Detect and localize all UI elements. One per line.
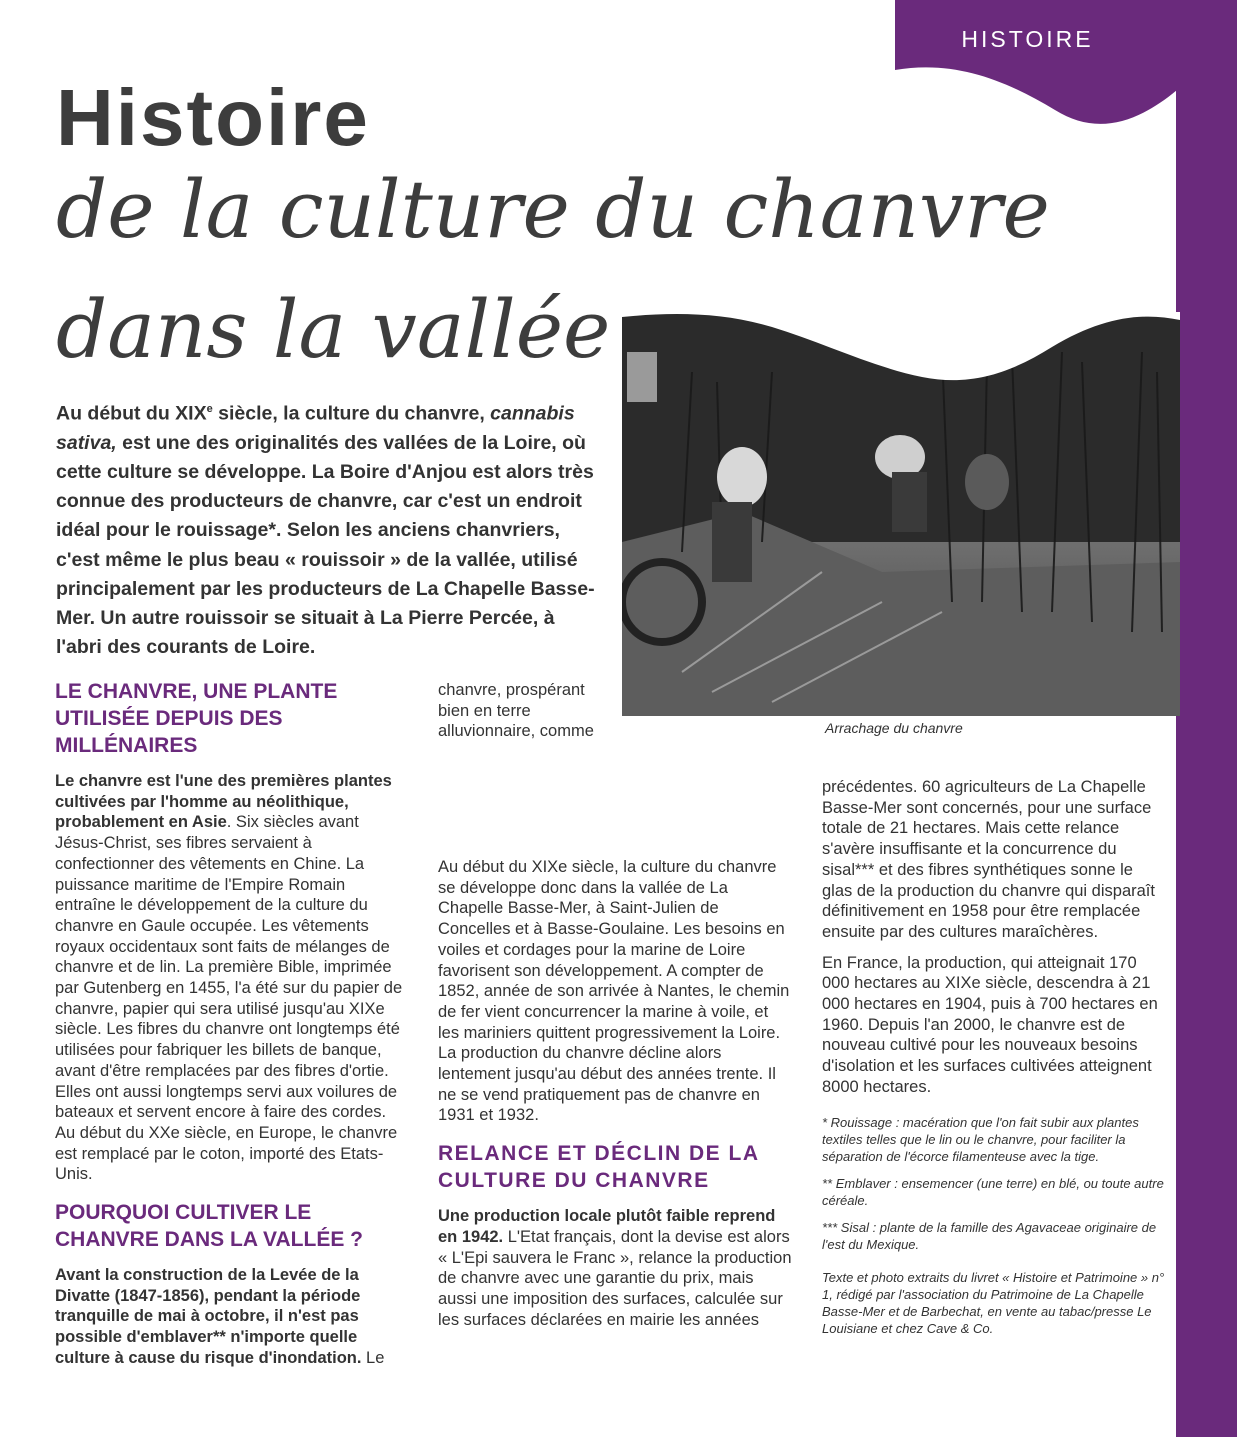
heading-relance-declin: RELANCE ET DÉCLIN DE LA CULTURE DU CHANVRE bbox=[438, 1142, 759, 1193]
col3-paragraph-2: En France, la production, qui atteignait 170 000 hectares au XIXe siècle, descendra à 21 000 hectares en 1904, puis à 700 hectares en 1960. Depuis l'an 2000, le chanvre est de nouveau cultivé pour les nouveaux besoins d'isolation et les surfaces cultivées atteignent 8000 hectares. bbox=[822, 953, 1158, 1096]
footnote-rouissage: * Rouissage : macération que l'on fait subir aux plantes textiles telles que le lin ou le chanvre, pour faciliter la séparation de l'écorce filamenteuse avec la tige. bbox=[822, 1114, 1139, 1164]
footnote-sisal: *** Sisal : plante de la famille des Agavaceae originaire de l'est du Mexique. bbox=[822, 1219, 1157, 1252]
col1-p1-bold: Le chanvre est l'une des premières plantes cultivées par l'homme au néolithique, probablement en Asie bbox=[55, 772, 392, 832]
col2-paragraph-3 bbox=[438, 1206, 792, 1330]
col3-paragraph-1: précédentes. 60 agriculteurs de La Chapelle Basse-Mer sont concernés, pour une surface totale de 21 hectares. Mais cette relance s'avère insuffisante et la concurrence du sisal*** et des fibres synthétiques sonne le glas de la production du chanvre qui disparaît définitivement en 1958 pour être remplacée ensuite par des cultures maraîchères. bbox=[822, 778, 1155, 941]
intro-text-2: siècle, la culture du chanvre, bbox=[212, 402, 491, 425]
column-2 bbox=[438, 680, 792, 1340]
intro-paragraph bbox=[56, 395, 601, 662]
footnote-emblaver: ** Emblaver : ensemencer (une terre) en blé, ou toute autre céréale. bbox=[822, 1175, 1164, 1208]
section-tab-label: HISTOIRE bbox=[961, 26, 1094, 52]
photo-caption: Arrachage du chanvre bbox=[825, 720, 963, 736]
col2-paragraph-2: Au début du XIXe siècle, la culture du chanvre se développe donc dans la vallée de La Chapelle Basse-Mer, à Saint-Julien de Concelles et à Basse-Goulaine. Les besoins en voiles et cordages pour la marine de Loire favorisent son développement. A compter de 1852, année de son arrivée à Nantes, le chemin de fer vient concurrencer la marine à voile, et les mariniers quittent progressivement la Loire. La production du chanvre décline alors lentement jusqu'au début des années trente. Il ne se vend pratiquement pas de chanvre en 1931 et 1932. bbox=[438, 858, 790, 1125]
col1-p2-bold: Avant la construction de la Levée de la Divatte (1847-1856), pendant la période tranquille de mai à octobre, il n'est pas possible d'emblaver** n'importe quelle culture à cause du risque d'inondation. bbox=[55, 1266, 362, 1367]
credit-note: Texte et photo extraits du livret « Histoire et Patrimoine » n° 1, rédigé par l'association du Patrimoine de La Chapelle Basse-Mer et de Barbechat, en vente au tabac/presse Le Louisiane et chez Cave & Co. bbox=[822, 1269, 1165, 1336]
col1-p1-rest: . Six siècles avant Jésus-Christ, ses fibres servaient à confectionner des vêtements en Chine. La puissance maritime de l'Empire Romain entraîne le développement de la culture du chanvre en Gaule occupée. Les vêtements royaux occidentaux sont faits de mélanges de chanvre et de lin. La première Bible, imprimée par Gutenberg en 1455, l'a été sur du papier de chanvre, papier qui sera utilisé jusqu'au XIXe siècle. Les fibres du chanvre ont longtemps été utilisées pour fabriquer les billets de banque, avant d'être remplacées par des fibres d'ortie. Elles ont aussi longtemps servi aux voilures de bateaux et servent encore à faire des cordes. Au début du XXe siècle, en Europe, le chanvre est remplacé par le coton, importé des Etats-Unis. bbox=[55, 813, 403, 1184]
intro-text-3: est une des originalités des vallées de la Loire, où cette culture se développe. La Boire d'Anjou est alors très connue des producteurs de chanvre, car c'est un endroit idéal pour le rouissage*. Selon les anciens chanvriers, c'est même le plus beau « rouissoir » de la vallée, utilisé principalement par les producteurs de La Chapelle Basse-Mer. Un autre rouissoir se situait à La Pierre Percée, à l'abri des courants de Loire. bbox=[56, 431, 595, 659]
column-1 bbox=[55, 678, 409, 1379]
section-tab bbox=[895, 0, 1177, 130]
col1-paragraph-2 bbox=[55, 1265, 409, 1369]
intro-text-1: Au début du XIX bbox=[56, 402, 207, 425]
col2-p3-rest: L'Etat français, dont la devise est alors « L'Epi sauvera le Franc », relance la production de chanvre avec une garantie du prix, mais aussi une imposition des surfaces, calculée sur les surfaces déclarées en mairie les années bbox=[438, 1227, 792, 1329]
col1-paragraph-1 bbox=[55, 771, 409, 1185]
hemp-harvest-photo bbox=[622, 312, 1180, 716]
col1-p2-rest: Le bbox=[361, 1348, 385, 1367]
purple-sidebar bbox=[1176, 0, 1237, 1437]
title-line-2: de la culture du chanvre bbox=[56, 163, 1050, 256]
intro-italic: cannabis sativa, bbox=[56, 402, 575, 454]
title-line-1: Histoire bbox=[56, 73, 370, 162]
title-line-3: dans la vallée bbox=[56, 283, 611, 376]
col2-paragraph-1: chanvre, prospérant bien en terre alluvionnaire, comme bbox=[438, 681, 594, 741]
column-3 bbox=[822, 777, 1165, 1347]
col2-p3-bold: Une production locale plutôt faible reprend en 1942. bbox=[438, 1207, 776, 1246]
intro-sup: e bbox=[206, 403, 213, 415]
heading-pourquoi-cultiver: POURQUOI CULTIVER LE CHANVRE DANS LA VALLÉE ? bbox=[55, 1201, 364, 1252]
heading-plante-millenaire: LE CHANVRE, UNE PLANTE UTILISÉE DEPUIS DES MILLÉNAIRES bbox=[55, 680, 338, 757]
